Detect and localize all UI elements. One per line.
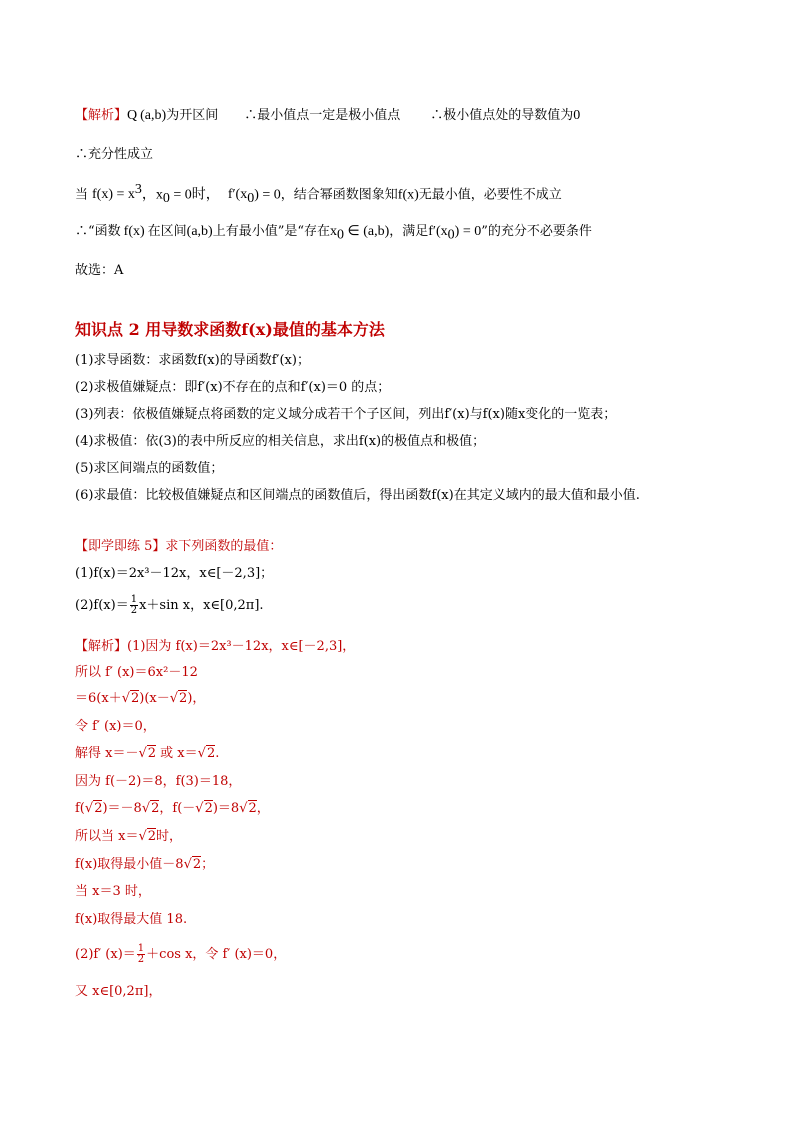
solution-line-8: 所以当 x＝√2时， [75,829,183,844]
analysis-tag: 【解析】 [75,108,128,123]
solution-line-9: f(x)取得最小值－8√2； [75,857,215,872]
knowledge-item-3: (3)列表：依极值嫌疑点将函数的定义域分成若干个子区间，列出f′(x)与f(x)随x变化的一览表； [75,407,617,422]
solution-line-6: 因为 f(－2)＝8，f(3)＝18， [75,774,242,789]
solution-line-10: 当 x＝3 时， [75,884,151,899]
practice-question-2: (2)f(x)＝ $\frac{1}{2}$ x＋sin x，x∈[0,2π]. [75,594,264,616]
knowledge-item-1: (1)求导函数：求函数f(x)的导函数f′(x)； [75,353,310,368]
practice-title: 【即学即练 5】求下列函数的最值： [75,539,283,554]
practice-question-1: (1)f(x)＝2x³－12x，x∈[－2,3]； [75,566,274,581]
solution-line-3: ＝6(x＋√2)(x－√2)， [75,691,206,706]
analysis-line-1: 【解析】Q (a,b)为开区间 ∴最小值点一定是极小值点 ∴极小值点处的导数值为0 [75,108,581,123]
solution-line-13: 又 x∈[0,2π]， [75,984,162,999]
solution-line-5: 解得 x＝－√2 或 x＝√2. [75,746,220,761]
knowledge-item-6: (6)求最值：比较极值嫌疑点和区间端点的函数值后，得出函数f(x)在其定义域内的最大值和最小值. [75,488,640,503]
knowledge-item-5: (5)求区间端点的函数值； [75,461,224,476]
solution-line-11: f(x)取得最大值 18. [75,912,188,927]
answer-line: 故选：A [75,263,124,278]
knowledge-item-2: (2)求极值嫌疑点：即f′(x)不存在的点和f′(x)＝0 的点； [75,380,391,395]
solution-line-2: 所以 f′ (x)＝6x²－12 [75,665,198,680]
knowledge-item-4: (4)求极值：依(3)的表中所反应的相关信息，求出f(x)的极值点和极值； [75,434,486,449]
solution-line-7: f(√2)＝－8√2，f(－√2)＝8√2， [75,801,270,816]
analysis-line-4: ∴“函数 f(x) 在区间(a,b)上有最小值”是“存在$x_0$ ∈ (a,b)，满足$f'(x_0) = 0$”的充分不必要条件 [75,224,592,243]
analysis-line-3: 当 $f(x) = x^3$，$x_0 = 0$时， $f'(x_0) = 0$，结合幂函数图象知f(x)无最小值，必要性不成立 [75,182,562,206]
analysis-line-2: ∴充分性成立 [75,147,154,162]
knowledge-point-title: 知识点 2 用导数求函数f(x)最值的基本方法 [75,320,385,339]
solution-line-1: 【解析】(1)因为 f(x)＝2x³－12x，x∈[－2,3]， [75,639,356,654]
solution-line-4: 令 f′ (x)＝0， [75,719,156,734]
solution-line-12: (2)f′ (x)＝ $\frac{1}{2}$ ＋cos x，令 f′ (x)＝0， [75,943,287,965]
